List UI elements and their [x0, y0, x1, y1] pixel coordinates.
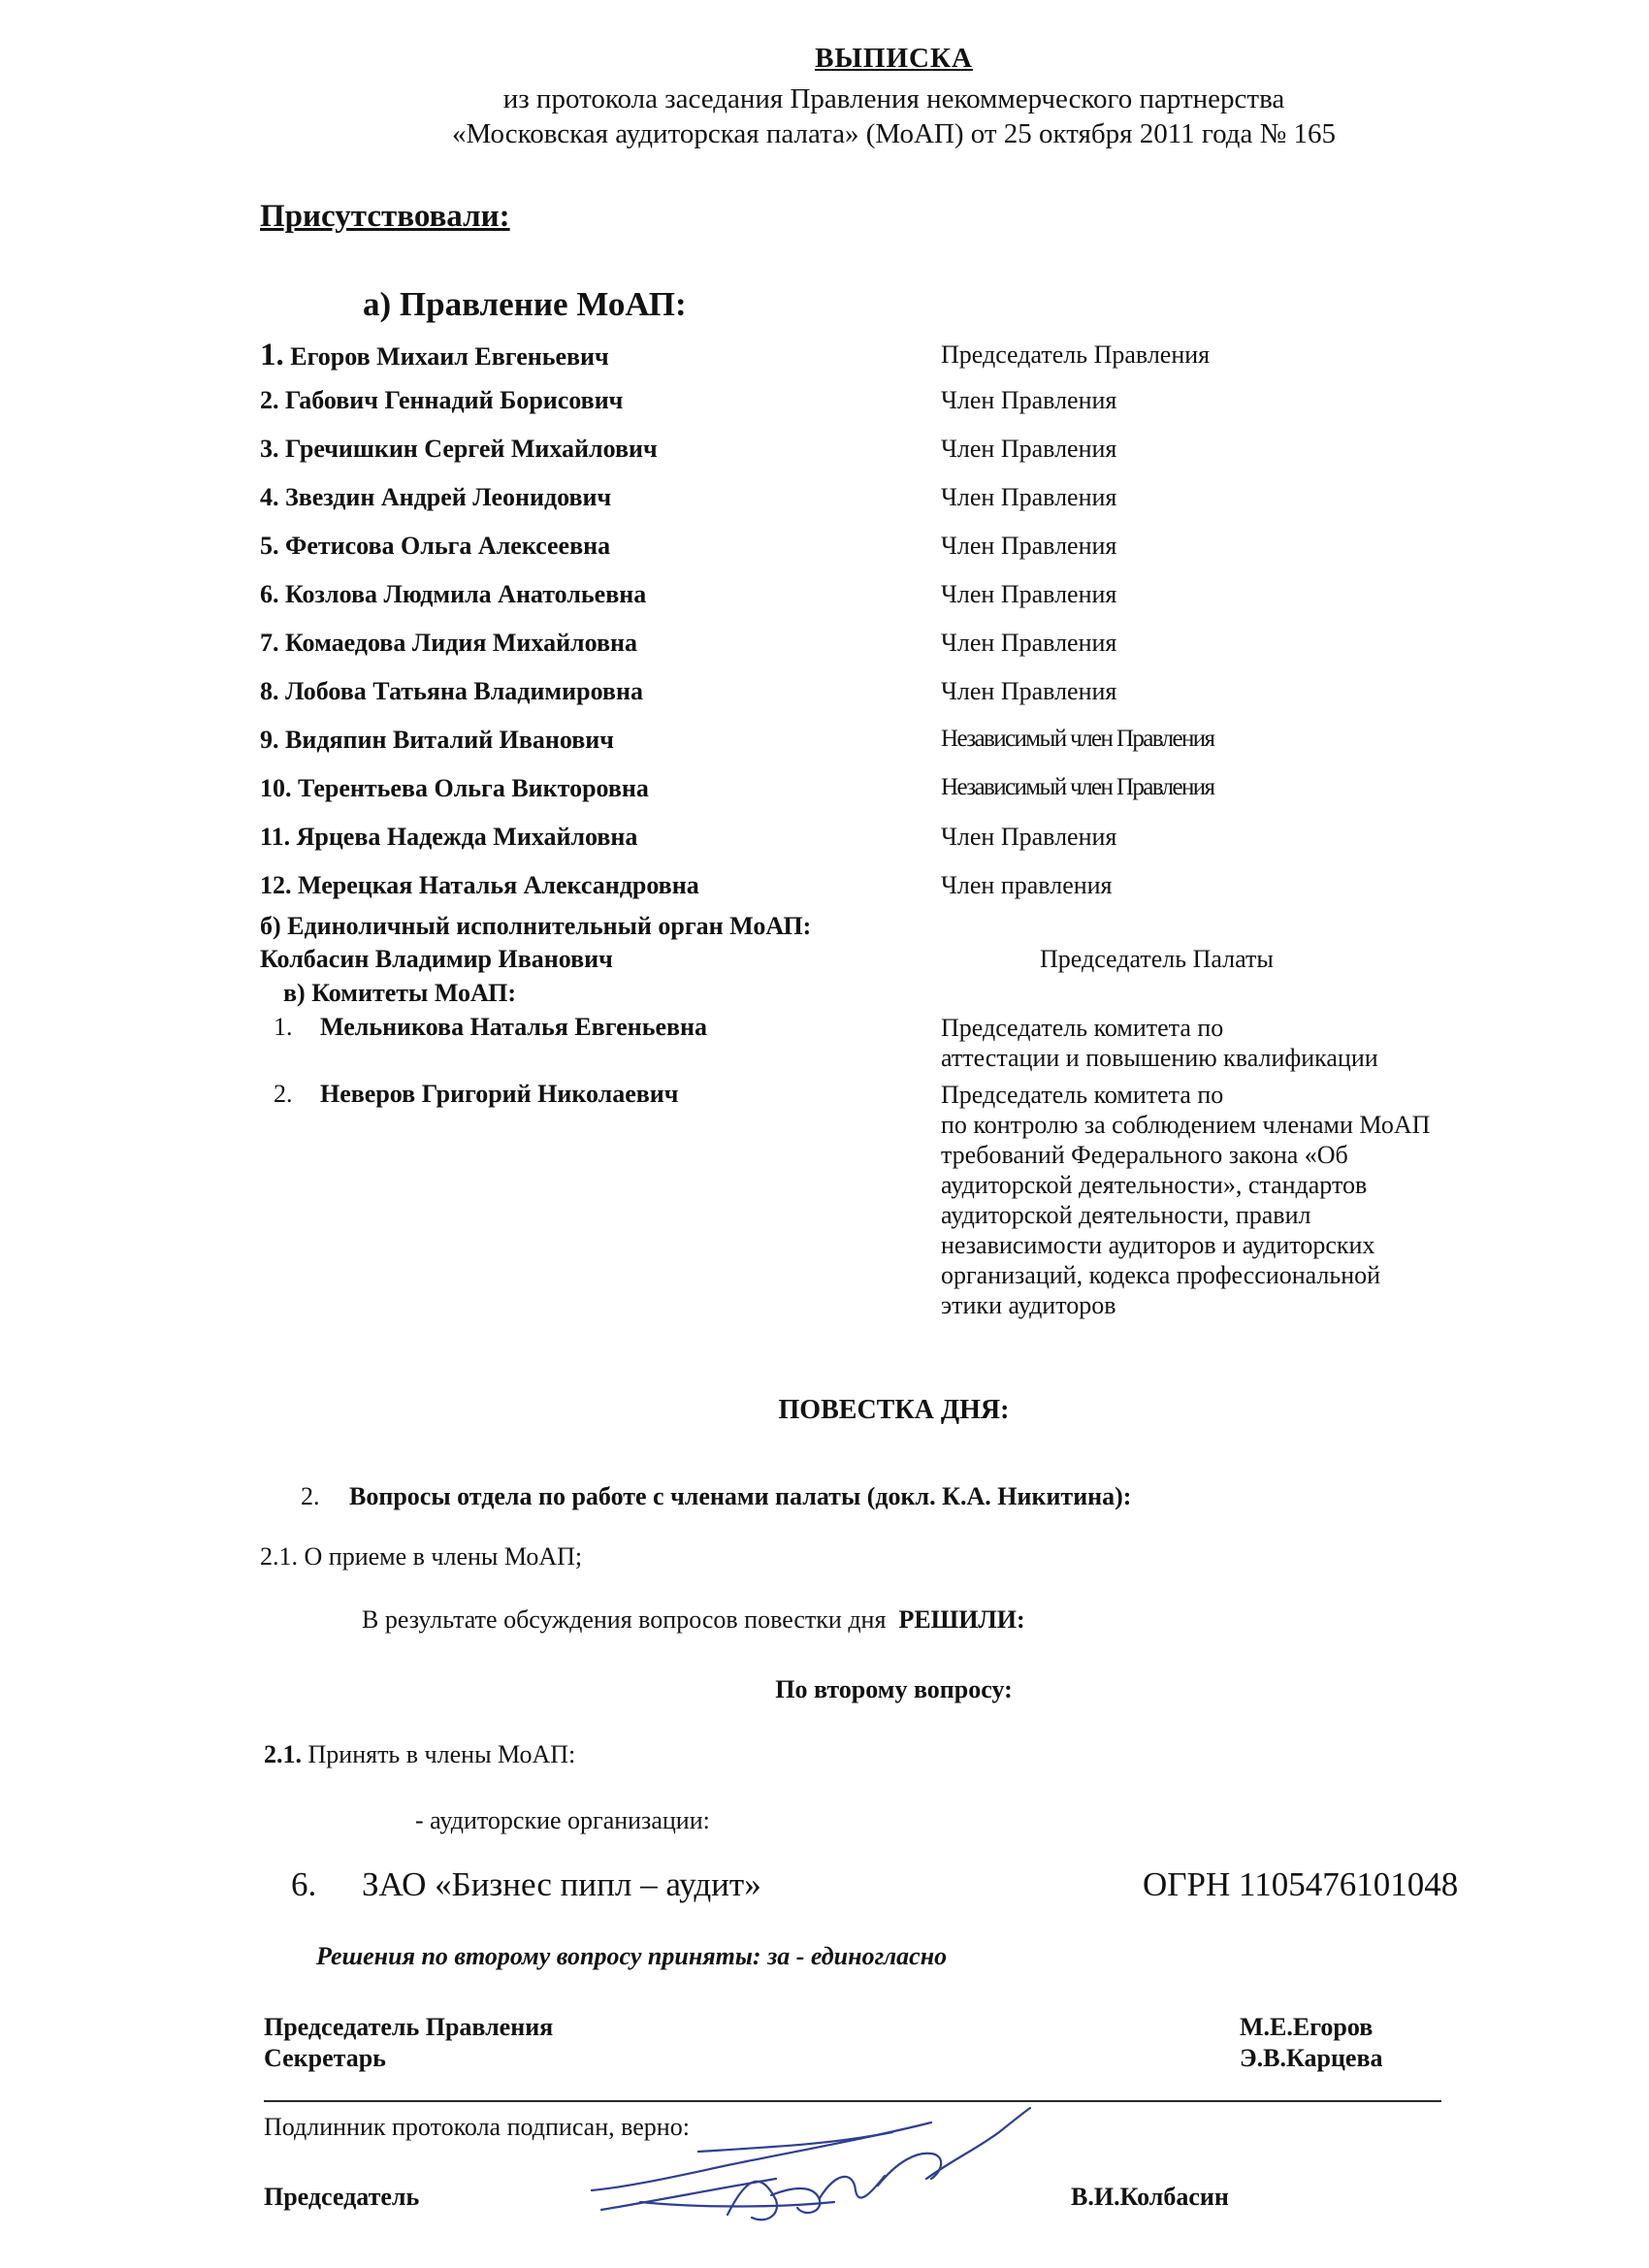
board-member-name: 7. Комаедова Лидия Михайловна — [260, 629, 638, 657]
board-member-name: 5. Фетисова Ольга Алексеевна — [260, 532, 611, 560]
org-ogrn: ОГРН 1105476101048 — [1143, 1865, 1459, 1903]
committee-member-role: Председатель комитета по аттестации и повышению квалификации — [941, 1014, 1378, 1072]
board-member-role: Член Правления — [941, 532, 1117, 560]
board-row — [0, 435, 1649, 479]
executive-role: Председатель Палаты — [1040, 945, 1274, 973]
board-member-role: Член Правления — [941, 629, 1117, 657]
board-row — [0, 726, 1649, 770]
board-row — [0, 386, 1649, 431]
section-b-heading: б) Единоличный исполнительный орган МоАП: — [260, 912, 812, 940]
board-row — [0, 677, 1649, 722]
secretary-name: Э.В.Карцева — [1240, 2044, 1383, 2072]
second-question-heading: По второму вопросу: — [775, 1675, 1013, 1703]
secretary-title: Секретарь — [264, 2044, 386, 2072]
decision-point: 2.1. Принять в члены МоАП: — [264, 1740, 576, 1768]
board-row — [0, 532, 1649, 576]
board-member-name: 8. Лобова Татьяна Владимировна — [260, 677, 643, 705]
board-member-role: Член Правления — [941, 677, 1117, 705]
present-heading: Присутствовали: — [260, 199, 510, 234]
board-member-role: Член Правления — [941, 580, 1117, 608]
board-member-role: Член Правления — [941, 823, 1117, 851]
section-c-heading: в) Комитеты МоАП: — [283, 979, 517, 1007]
board-row — [0, 580, 1649, 625]
president-name: В.И.Колбасин — [1071, 2183, 1229, 2211]
board-member-name: 3. Гречишкин Сергей Михайлович — [260, 435, 658, 463]
document-subtitle-line1: из протокола заседания Правления некоммерческого партнерства — [502, 83, 1285, 114]
board-member-name: 1. Егоров Михаил Евгеньевич — [260, 338, 609, 373]
board-member-role: Член Правления — [941, 435, 1117, 463]
board-member-role: Независимый член Правления — [941, 774, 1214, 800]
vote-result: Решения по второму вопросу приняты: за - единогласно — [316, 1942, 948, 1970]
board-member-role: Член Правления — [941, 483, 1117, 511]
handwritten-signature — [582, 2093, 1067, 2239]
orgs-label: - аудиторские организации: — [415, 1806, 710, 1834]
certified-text: Подлинник протокола подписан, верно: — [264, 2113, 690, 2141]
board-member-name: 2. Габович Геннадий Борисович — [260, 386, 624, 414]
board-row — [0, 871, 1649, 916]
executive-name: Колбасин Владимир Иванович — [260, 945, 613, 973]
board-member-role: Независимый член Правления — [941, 726, 1214, 752]
board-member-role: Член правления — [941, 871, 1113, 899]
board-member-name: 12. Мерецкая Наталья Александровна — [260, 871, 699, 899]
board-row — [0, 774, 1649, 819]
president-title: Председатель — [264, 2183, 420, 2211]
committee-member-role: Председатель комитета по по контролю за соблюдением членами МоАП требований Федерального закона «Об аудиторской деятельности», стандартов аудиторской деятельности, правил независимости аудиторов и аудиторских организаций, кодекса профессиональной этики аудиторов — [941, 1081, 1431, 1319]
board-row — [0, 629, 1649, 673]
org-number: 6. — [291, 1865, 317, 1903]
decided-label: РЕШИЛИ: — [898, 1605, 1025, 1634]
agenda-sub-item: 2.1. О приеме в члены МоАП; — [260, 1542, 583, 1571]
agenda-item-number: 2. — [301, 1482, 320, 1510]
committee-number: 1. — [274, 1013, 293, 1041]
board-member-role: Член Правления — [941, 386, 1117, 414]
board-row — [0, 483, 1649, 528]
chair-title: Председатель Правления — [264, 2013, 554, 2041]
board-row — [0, 823, 1649, 867]
board-member-role: Председатель Правления — [941, 340, 1211, 369]
section-a-heading: а) Правление МоАП: — [363, 285, 687, 323]
board-member-name: 4. Звездин Андрей Леонидович — [260, 483, 612, 511]
decision-intro: В результате обсуждения вопросов повестки дня РЕШИЛИ: — [362, 1605, 1025, 1634]
agenda-heading: ПОВЕСТКА ДНЯ: — [778, 1395, 1010, 1425]
agenda-item-text: Вопросы отдела по работе с членами палаты (докл. К.А. Никитина): — [349, 1482, 1132, 1510]
document-title: ВЫПИСКА — [815, 43, 973, 74]
org-name: ЗАО «Бизнес пипл – аудит» — [362, 1865, 761, 1903]
committee-member-name: Неверов Григорий Николаевич — [320, 1080, 679, 1108]
chair-name: М.Е.Егоров — [1240, 2013, 1374, 2041]
committee-member-name: Мельникова Наталья Евгеньевна — [320, 1013, 708, 1041]
board-member-name: 9. Видяпин Виталий Иванович — [260, 726, 614, 754]
board-member-name: 6. Козлова Людмила Анатольевна — [260, 580, 647, 608]
committee-number: 2. — [274, 1080, 293, 1108]
board-member-name: 11. Ярцева Надежда Михайловна — [260, 823, 638, 851]
board-member-name: 10. Терентьева Ольга Викторовна — [260, 774, 649, 802]
board-row — [0, 334, 1649, 378]
document-subtitle-line2: «Московская аудиторская палата» (МоАП) от 25 октября 2011 года № 165 — [451, 118, 1337, 149]
